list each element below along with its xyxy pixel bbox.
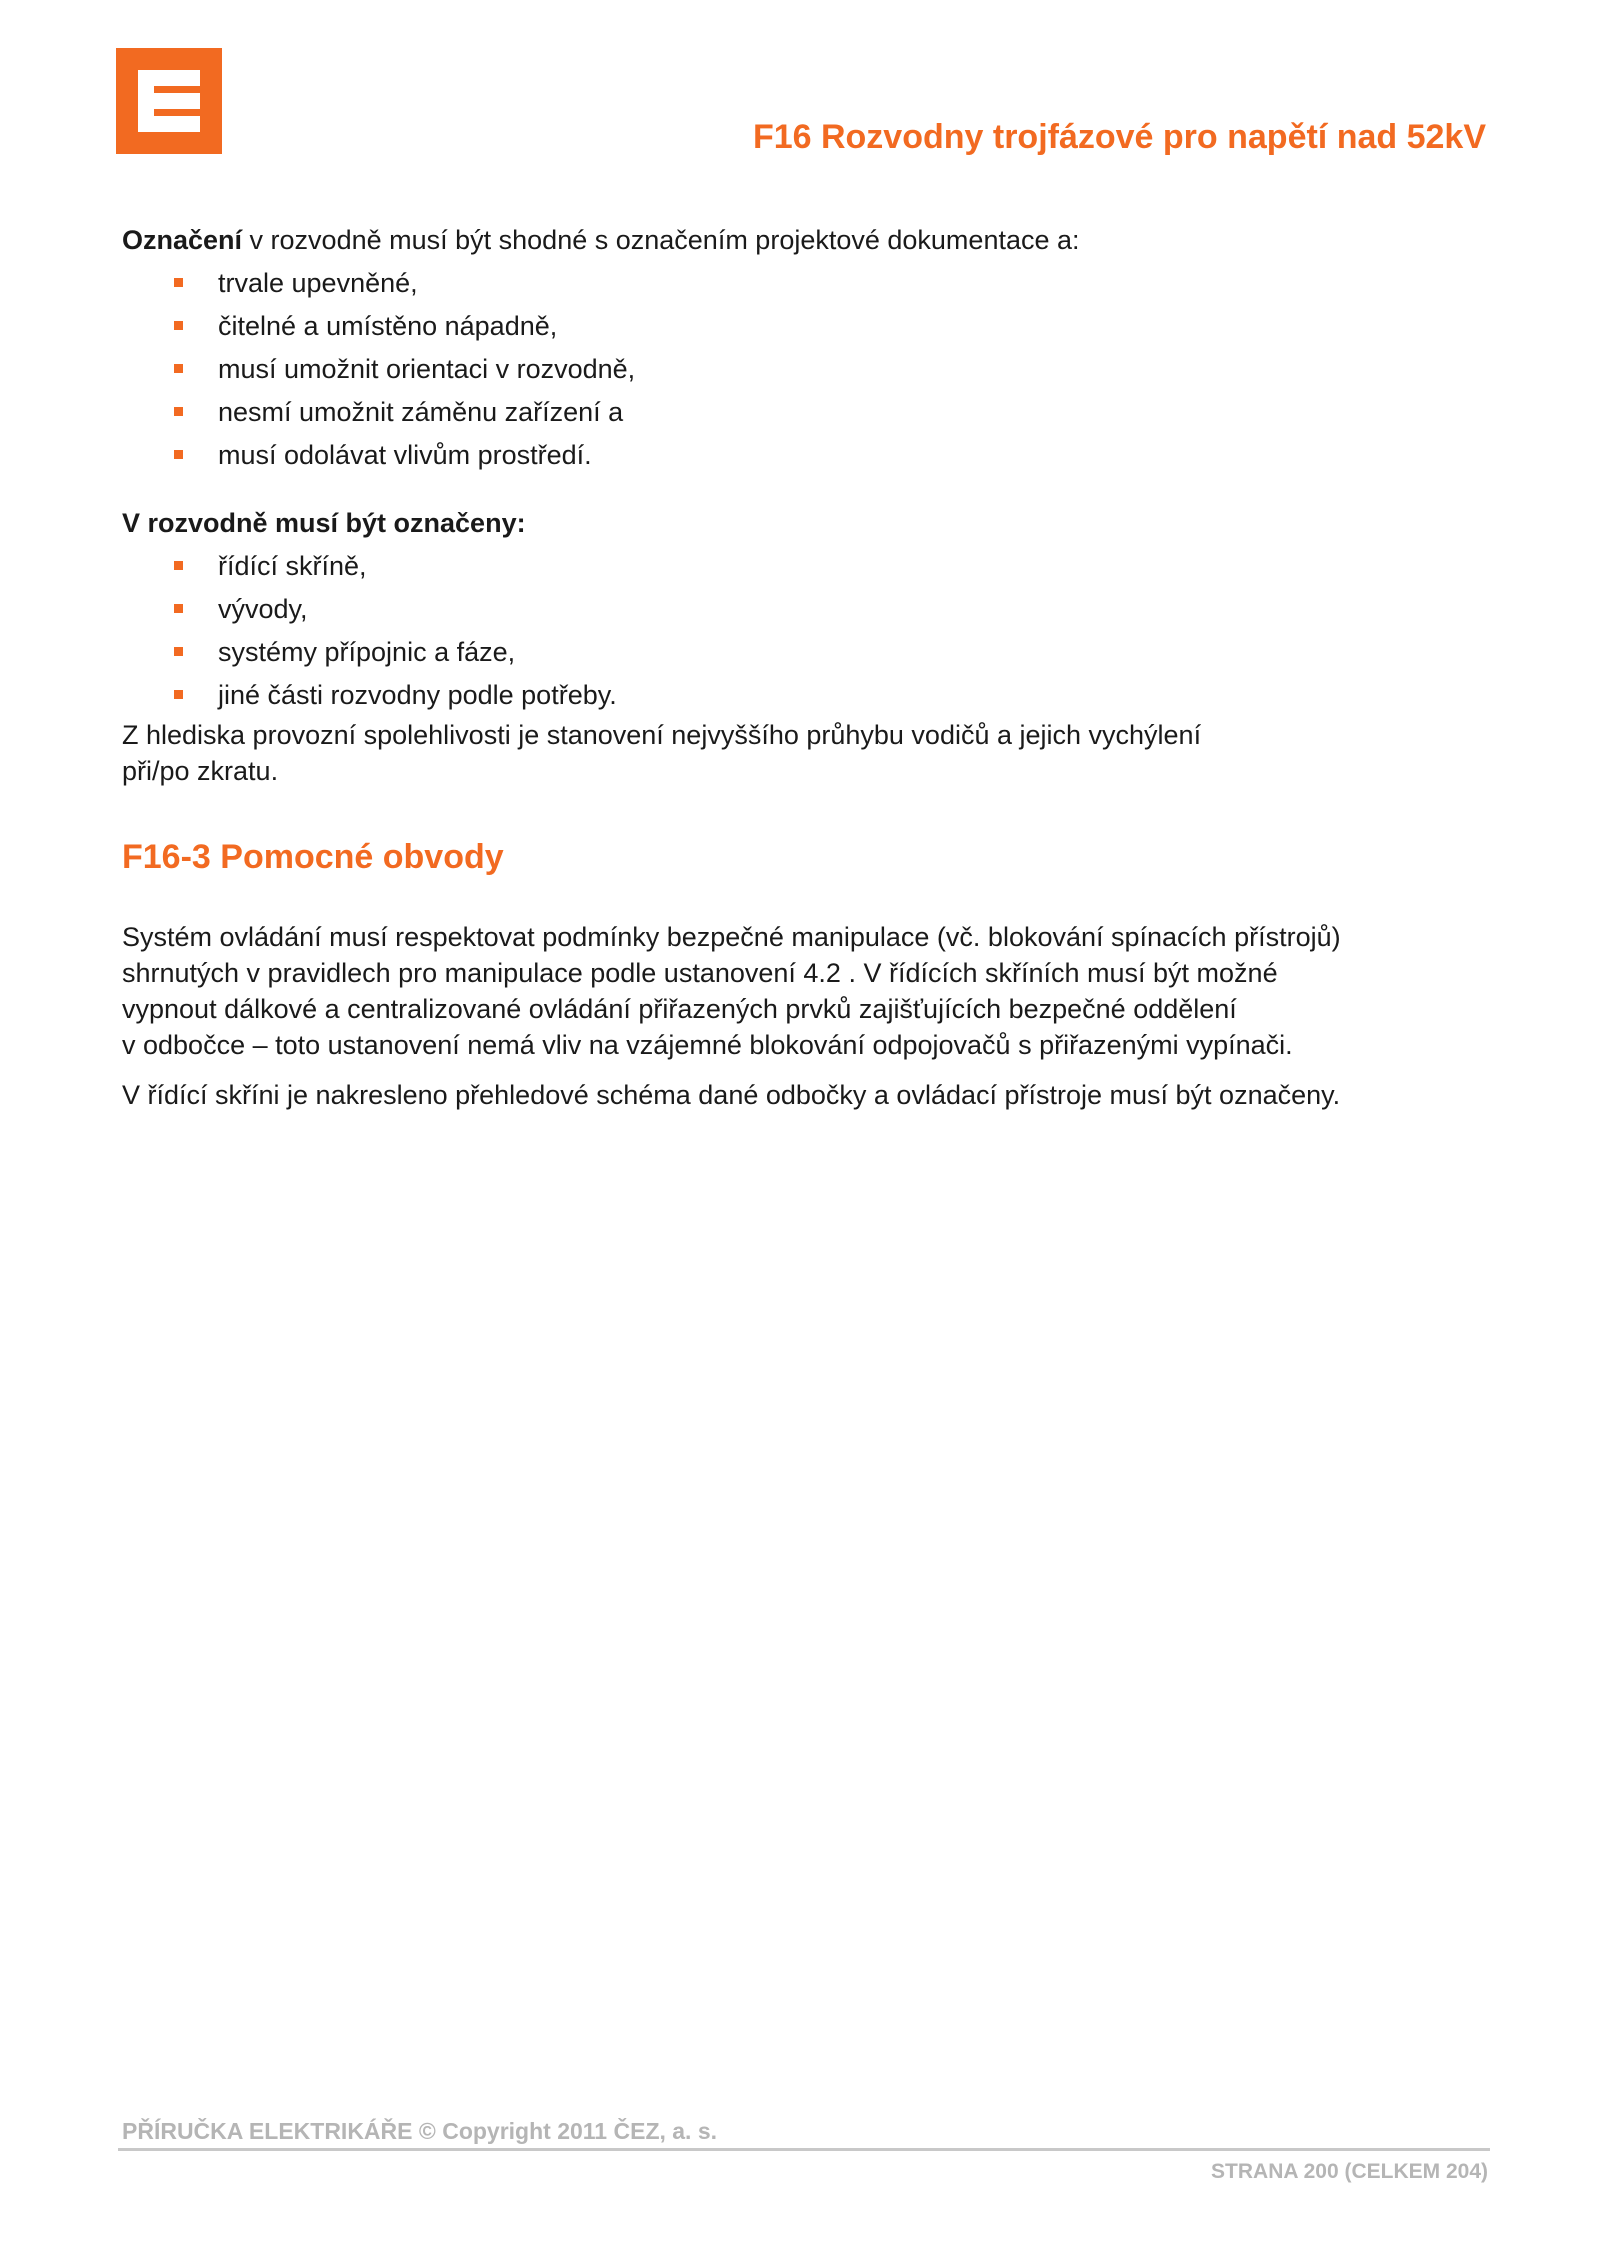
marked-items-list xyxy=(122,545,1502,717)
list-item xyxy=(122,588,1502,631)
footer-copyright: PŘÍRUČKA ELEKTRIKÁŘE © Copyright 2011 ČEZ, a. s. xyxy=(122,2118,718,2144)
control-cabinet-paragraph: V řídící skříni je nakresleno přehledové schéma dané odbočky a ovládací přístroje musí být označeny. xyxy=(122,1080,1341,1110)
bullet-icon xyxy=(174,604,183,613)
cez-logo-icon xyxy=(116,48,222,154)
list-item-text: jiné části rozvodny podle potřeby. xyxy=(218,680,617,710)
list-item xyxy=(122,262,1502,305)
text-line: vypnout dálkové a centralizované ovládání přiřazených prvků zajišťujících bezpečné oddělení xyxy=(122,994,1237,1024)
list-item-text: musí odolávat vlivům prostředí. xyxy=(218,440,592,470)
list-item xyxy=(122,348,1502,391)
reliability-paragraph xyxy=(122,717,1502,789)
list-item-text: nesmí umožnit záměnu zařízení a xyxy=(218,397,624,427)
bullet-icon xyxy=(174,278,183,287)
intro-text: v rozvodně musí být shodné s označením projektové dokumentace a: xyxy=(242,225,1080,255)
bullet-icon xyxy=(174,407,183,416)
bullet-icon xyxy=(174,690,183,699)
list-item-text: musí umožnit orientaci v rozvodně, xyxy=(218,354,636,384)
bullet-icon xyxy=(174,450,183,459)
list-item xyxy=(122,674,1502,717)
page-title: F16 Rozvodny trojfázové pro napětí nad 52kV xyxy=(752,118,1486,156)
bullet-icon xyxy=(174,364,183,373)
bullet-icon xyxy=(174,321,183,330)
list-item xyxy=(122,631,1502,674)
list-item-text: vývody, xyxy=(218,594,308,624)
page-number: STRANA 200 (CELKEM 204) xyxy=(1211,2160,1488,2183)
list-item-text: čitelné a umístěno nápadně, xyxy=(218,311,558,341)
control-system-paragraph xyxy=(122,919,1502,1063)
list-item xyxy=(122,434,1502,477)
marked-items-heading: V rozvodně musí být označeny: xyxy=(122,508,526,538)
intro-bold: Označení xyxy=(122,225,243,255)
footer-divider xyxy=(118,2148,1490,2151)
list-item-text: trvale upevněné, xyxy=(218,268,418,298)
marking-requirements-list xyxy=(122,262,1502,477)
text-line: Systém ovládání musí respektovat podmínky bezpečné manipulace (vč. blokování spínacích přístrojů) xyxy=(122,922,1341,952)
section-heading: F16-3 Pomocné obvody xyxy=(122,838,504,876)
bullet-icon xyxy=(174,647,183,656)
text-line: Z hlediska provozní spolehlivosti je stanovení nejvyššího průhybu vodičů a jejich vychýlení xyxy=(122,720,1202,750)
list-item xyxy=(122,391,1502,434)
list-item xyxy=(122,545,1502,588)
list-item-text: systémy přípojnic a fáze, xyxy=(218,637,516,667)
list-item xyxy=(122,305,1502,348)
text-line: při/po zkratu. xyxy=(122,756,279,786)
text-line: shrnutých v pravidlech pro manipulace podle ustanovení 4.2 . V řídících skříních musí být možné xyxy=(122,958,1278,988)
text-line: v odbočce – toto ustanovení nemá vliv na vzájemné blokování odpojovačů s přiřazenými vypínači. xyxy=(122,1030,1293,1060)
bullet-icon xyxy=(174,561,183,570)
list-item-text: řídící skříně, xyxy=(218,551,367,581)
intro-paragraph xyxy=(122,222,1502,258)
document-body xyxy=(122,222,1502,1113)
